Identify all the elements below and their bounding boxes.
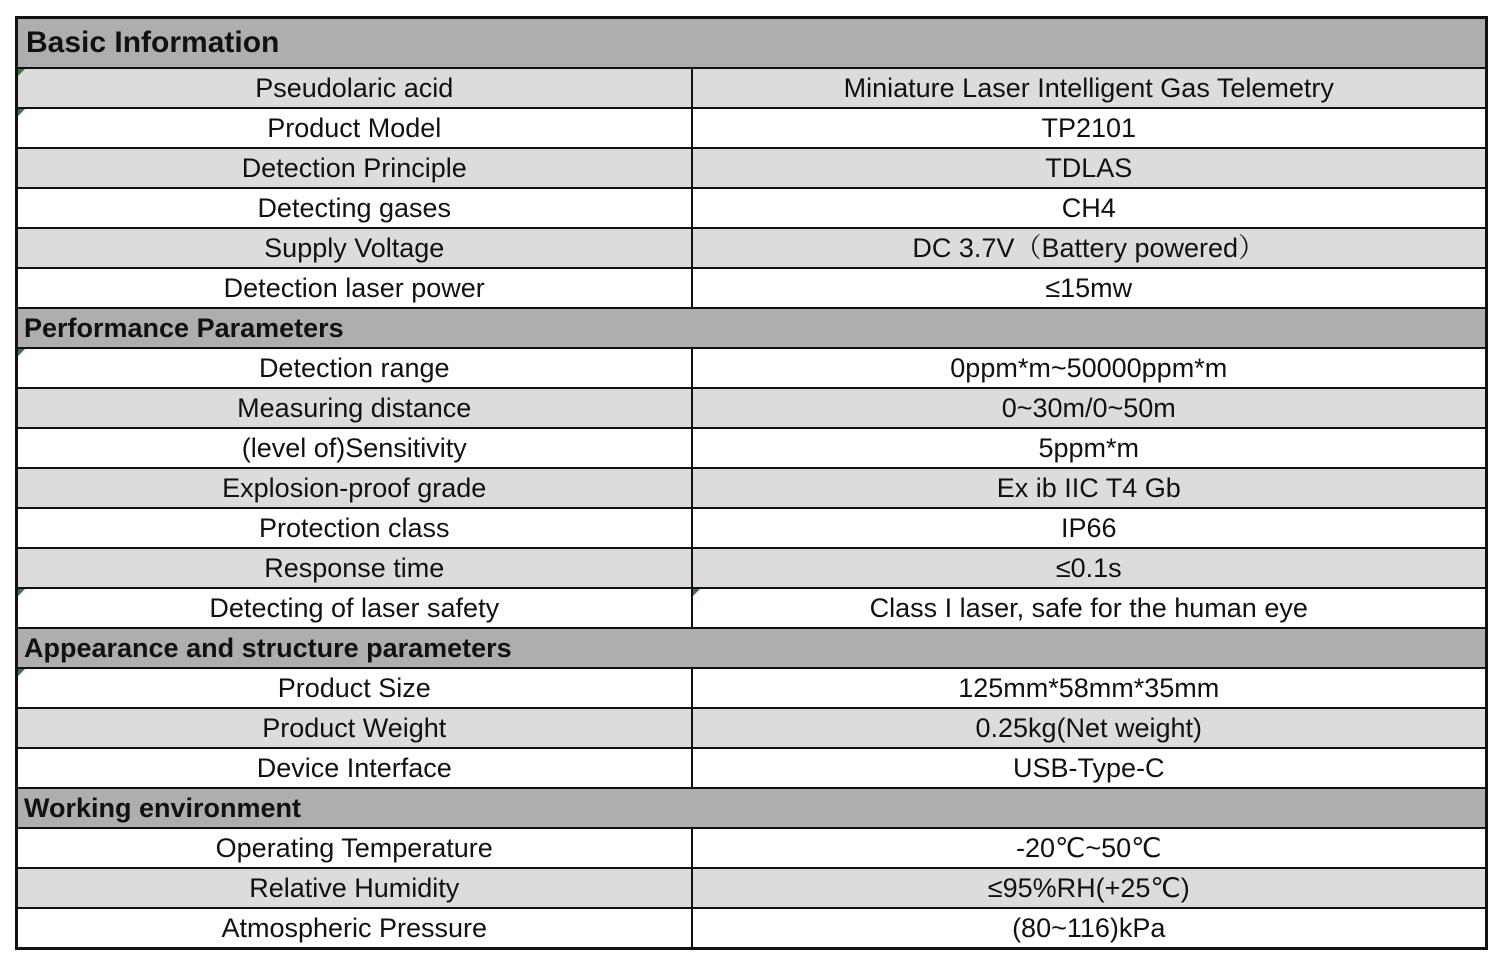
spec-value <box>692 588 1487 628</box>
spec-value: USB-Type-C <box>692 748 1487 788</box>
spec-label: Response time <box>17 548 692 588</box>
spec-label: Relative Humidity <box>17 868 692 908</box>
section-title-working-environment: Working environment <box>17 788 1487 828</box>
table-row <box>17 708 1487 748</box>
spec-label: Atmospheric Pressure <box>17 908 692 949</box>
spec-label: Protection class <box>17 508 692 548</box>
cell-marker <box>18 669 25 676</box>
spec-label: Operating Temperature <box>17 828 692 868</box>
spec-value: TDLAS <box>692 148 1487 188</box>
section-header-row <box>17 788 1487 828</box>
spec-label <box>17 348 692 388</box>
section-header-row <box>17 308 1487 348</box>
section-title-performance-parameters: Performance Parameters <box>17 308 1487 348</box>
section-header-row <box>17 628 1487 668</box>
spec-label: Measuring distance <box>17 388 692 428</box>
spec-value: Ex ib IIC T4 Gb <box>692 468 1487 508</box>
spec-label <box>17 588 692 628</box>
spec-label: Device Interface <box>17 748 692 788</box>
table-row <box>17 388 1487 428</box>
spec-label: Supply Voltage <box>17 228 692 268</box>
table-row <box>17 468 1487 508</box>
spec-label: Product Weight <box>17 708 692 748</box>
spec-label <box>17 668 692 708</box>
cell-marker <box>18 349 25 356</box>
spec-value: -20℃~50℃ <box>692 828 1487 868</box>
cell-marker <box>18 589 25 596</box>
spec-value: ≤95%RH(+25℃) <box>692 868 1487 908</box>
table-row <box>17 228 1487 268</box>
spec-value: 125mm*58mm*35mm <box>692 668 1487 708</box>
spec-value: ≤15mw <box>692 268 1487 308</box>
table-row <box>17 748 1487 788</box>
spec-label-text: Product Model <box>267 113 442 143</box>
spec-value-text: Class I laser, safe for the human eye <box>869 593 1308 623</box>
spec-value: (80~116)kPa <box>692 908 1487 949</box>
spec-table-body <box>17 18 1487 949</box>
table-row <box>17 508 1487 548</box>
spec-label: Detection Principle <box>17 148 692 188</box>
spec-value: Miniature Laser Intelligent Gas Telemetry <box>692 68 1487 108</box>
table-row <box>17 828 1487 868</box>
table-row <box>17 588 1487 628</box>
table-row <box>17 108 1487 148</box>
spec-value: 0.25kg(Net weight) <box>692 708 1487 748</box>
cell-marker <box>18 109 25 116</box>
spec-label-text: Pseudolaric acid <box>255 73 454 103</box>
section-title-appearance-structure: Appearance and structure parameters <box>17 628 1487 668</box>
spec-value: CH4 <box>692 188 1487 228</box>
spec-label <box>17 108 692 148</box>
table-row <box>17 68 1487 108</box>
spec-label: (level of)Sensitivity <box>17 428 692 468</box>
table-row <box>17 148 1487 188</box>
cell-marker <box>693 589 700 596</box>
table-row <box>17 908 1487 949</box>
spec-value: 5ppm*m <box>692 428 1487 468</box>
table-row <box>17 268 1487 308</box>
spec-label <box>17 68 692 108</box>
spec-label-text: Detection range <box>258 353 450 383</box>
table-row <box>17 428 1487 468</box>
table-row <box>17 868 1487 908</box>
spec-table <box>15 16 1488 950</box>
spec-value: 0~30m/0~50m <box>692 388 1487 428</box>
table-row <box>17 548 1487 588</box>
table-row <box>17 348 1487 388</box>
spec-label: Detection laser power <box>17 268 692 308</box>
table-row <box>17 668 1487 708</box>
spec-value: 0ppm*m~50000ppm*m <box>692 348 1487 388</box>
spec-label-text: Detecting of laser safety <box>209 593 500 623</box>
spec-value: TP2101 <box>692 108 1487 148</box>
section-header-row <box>17 18 1487 69</box>
cell-marker <box>18 69 25 76</box>
table-row <box>17 188 1487 228</box>
spec-label: Explosion-proof grade <box>17 468 692 508</box>
spec-value: DC 3.7V（Battery powered） <box>692 228 1487 268</box>
spec-value: ≤0.1s <box>692 548 1487 588</box>
spec-label-text: Product Size <box>277 673 431 703</box>
spec-label: Detecting gases <box>17 188 692 228</box>
spec-value: IP66 <box>692 508 1487 548</box>
section-title-basic-information: Basic Information <box>17 18 1487 69</box>
